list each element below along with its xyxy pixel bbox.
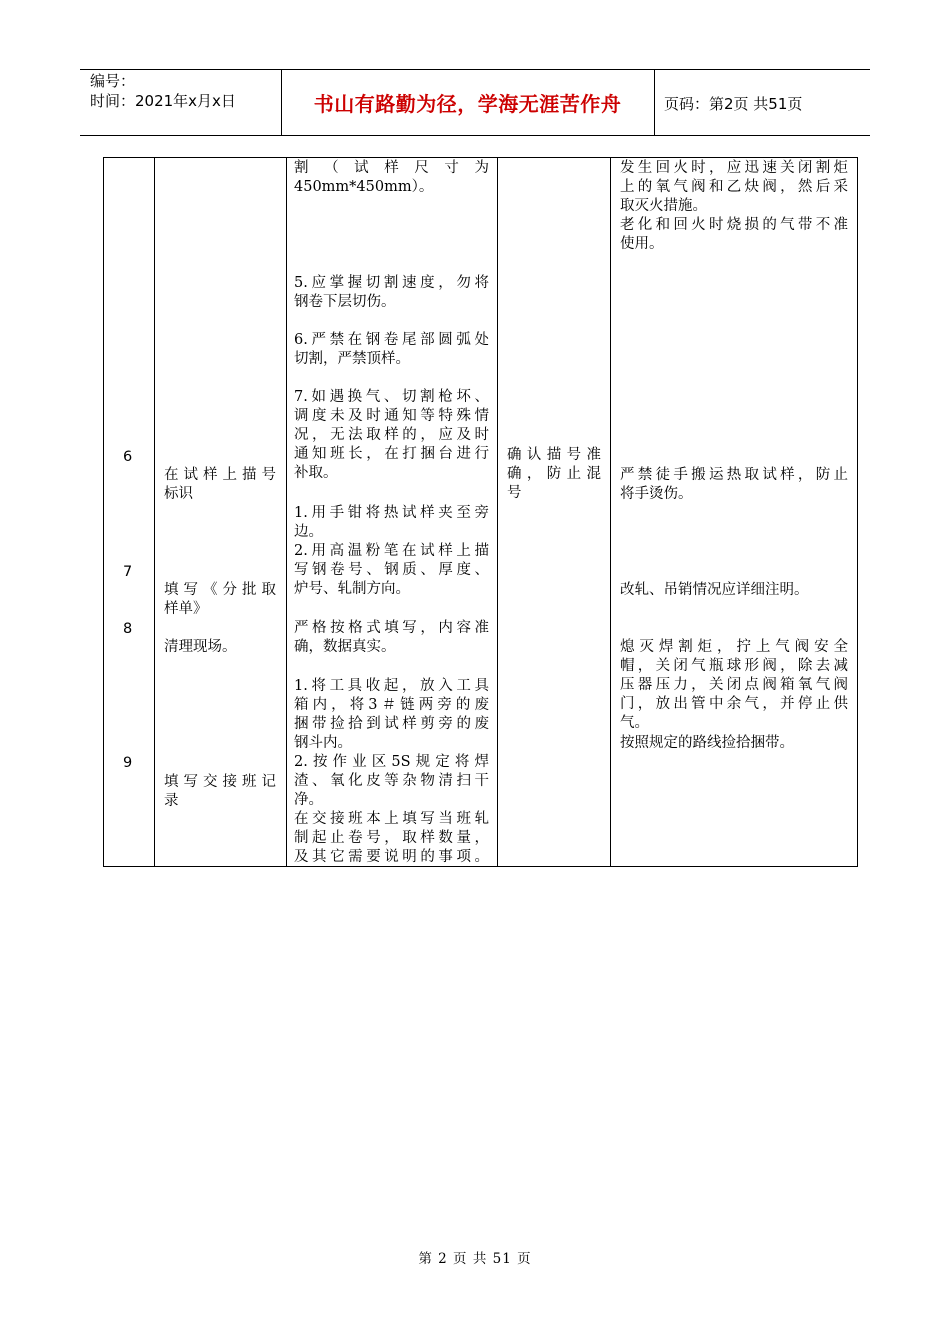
table-col-line-4: [610, 157, 611, 867]
step-name-7-line-2: 样单》: [164, 601, 208, 617]
serial-label: 编号：: [90, 72, 136, 90]
detail-line-20: 箱内，将3＃链两旁的废: [294, 697, 489, 713]
step-number-8: 8: [123, 621, 133, 637]
safety-line-5: 使用。: [620, 236, 664, 252]
detail-line-10: 通知班长，在打捆台进行: [294, 446, 489, 462]
page-code: 页码：第2页 共51页: [664, 95, 803, 113]
time-label: 时间：2021年x月x日: [90, 92, 236, 110]
table-col-line-1: [154, 157, 155, 867]
safety-line-6: 严禁徒手搬运热取试样，防止: [620, 467, 848, 483]
safety-line-10: 帽，关闭气瓶球形阀，除去减: [620, 658, 848, 674]
detail-line-14: 2.用高温粉笔在试样上描: [294, 543, 489, 559]
table-top-border: [103, 157, 858, 158]
detail-line-16: 炉号、轧制方向。: [294, 581, 410, 597]
detail-line-3: 5.应掌握切割速度，勿将: [294, 275, 489, 291]
purpose-line-1: 确认描号准: [507, 447, 601, 463]
detail-line-21: 捆带捡拾到试样剪旁的废: [294, 716, 489, 732]
safety-line-2: 上的氧气阀和乙炔阀，然后采: [620, 179, 848, 195]
step-name-7-line-1: 填写《分批取: [164, 582, 276, 598]
table-col-line-2: [286, 157, 287, 867]
safety-line-12: 门，放出管中余气，并停止供: [620, 696, 848, 712]
detail-line-11: 补取。: [294, 465, 338, 481]
detail-line-24: 渣、氧化皮等杂物清扫干: [294, 773, 489, 789]
detail-line-8: 调度未及时通知等特殊情: [294, 408, 489, 424]
step-name-8: 清理现场。: [164, 639, 237, 655]
safety-line-13: 气。: [620, 715, 649, 731]
detail-line-19: 1.将工具收起，放入工具: [294, 678, 489, 694]
safety-line-7: 将手烫伤。: [620, 486, 693, 502]
detail-line-7: 7.如遇换气、切割枪坏、: [294, 389, 489, 405]
detail-line-5: 6.严禁在钢卷尾部圆弧处: [294, 332, 489, 348]
table-col-line-0: [103, 157, 104, 867]
detail-line-9: 况，无法取样的，应及时: [294, 427, 489, 443]
table-col-line-3: [497, 157, 498, 867]
header-bottom-rule: [80, 135, 870, 136]
step-number-9: 9: [123, 755, 133, 771]
detail-line-15: 写钢卷号、钢质、厚度、: [294, 562, 489, 578]
safety-line-4: 老化和回火时烧损的气带不准: [620, 217, 848, 233]
step-number-6: 6: [123, 449, 133, 465]
step-name-6-line-1: 在试样上描号: [164, 467, 276, 483]
purpose-line-2: 确，防止混: [507, 466, 601, 482]
step-name-6-line-2: 标识: [164, 486, 193, 502]
detail-line-18: 确，数据真实。: [294, 639, 396, 655]
detail-line-22: 钢斗内。: [294, 735, 352, 751]
detail-line-6: 切割，严禁顶样。: [294, 351, 410, 367]
safety-line-3: 取灭火措施。: [620, 198, 707, 214]
table-col-line-5: [857, 157, 858, 867]
step-number-7: 7: [123, 564, 133, 580]
safety-line-11: 压器压力，关闭点阀箱氧气阀: [620, 677, 848, 693]
detail-line-12: 1.用手钳将热试样夹至旁: [294, 505, 489, 521]
detail-line-26: 在交接班本上填写当班轧: [294, 811, 489, 827]
detail-line-17: 严格按格式填写，内容准: [294, 620, 489, 636]
purpose-line-3: 号: [507, 485, 522, 501]
header-top-rule: [80, 69, 870, 70]
header-motto: 书山有路勤为径，学海无涯苦作舟: [313, 92, 622, 116]
detail-line-23: 2.按作业区5S规定将焊: [294, 754, 489, 770]
detail-line-1: 割（试样尺寸为: [294, 160, 489, 176]
page-footer: 第 2 页 共 51 页: [418, 1251, 532, 1267]
safety-line-1: 发生回火时，应迅速关闭割炬: [620, 160, 848, 176]
header-divider-right: [654, 69, 655, 136]
detail-line-27: 制起止卷号，取样数量，: [294, 830, 489, 846]
step-name-9-line-1: 填写交接班记: [164, 774, 276, 790]
safety-line-8: 改轧、吊销情况应详细注明。: [620, 582, 809, 598]
safety-line-14: 按照规定的路线捡拾捆带。: [620, 735, 794, 751]
detail-line-4: 钢卷下层切伤。: [294, 294, 396, 310]
detail-line-13: 边。: [294, 524, 323, 540]
detail-line-2: 450mm*450mm）。: [294, 179, 434, 195]
detail-line-25: 净。: [294, 792, 323, 808]
safety-line-9: 熄灭焊割炬，拧上气阀安全: [620, 639, 848, 655]
step-name-9-line-2: 录: [164, 793, 179, 809]
detail-line-28: 及其它需要说明的事项。: [294, 849, 489, 865]
